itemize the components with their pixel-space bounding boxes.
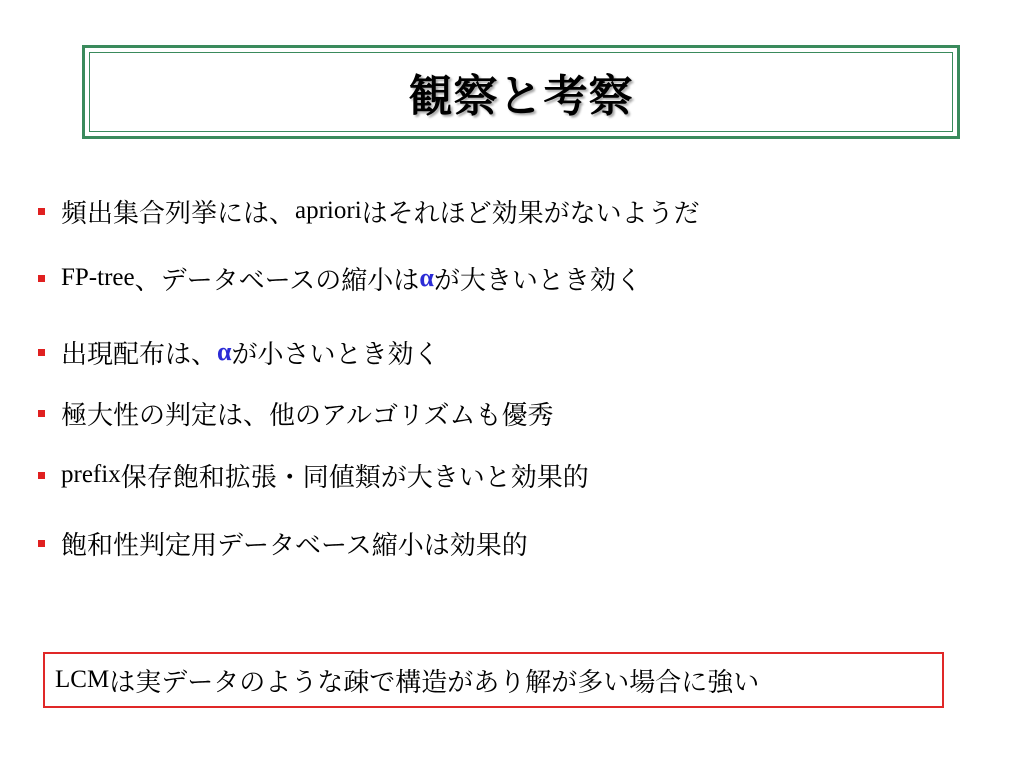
bullet-text: はそれほど効果がないようだ [361,198,700,229]
conclusion-box [43,652,944,708]
bullet-latin-term: FP-tree [61,264,135,291]
bullet-marker-icon [38,275,45,282]
bullet-text: 頻出集合列挙には、 [61,198,296,229]
title-inner-frame [89,52,953,132]
bullet-text: 、データベースの縮小は [134,265,420,296]
bullet-marker-icon [38,472,45,479]
alpha-symbol: α [419,263,434,292]
bullet-text: が大きいとき効く [433,265,642,296]
bullet-marker-icon [38,208,45,215]
bullet-marker-icon [38,540,45,547]
bullet-text: 出現配布は、 [61,339,218,370]
bullet-item-apriori [38,191,700,231]
conclusion-latin-term: LCM [55,666,110,693]
bullet-marker-icon [38,410,45,417]
slide-title: 観察と考察 [408,71,634,122]
bullet-item-prefix-preserving [38,455,589,495]
bullet-text: 保存飽和拡張・同値類が大きいと効果的 [120,462,589,493]
bullet-text: 飽和性判定用データベース縮小は効果的 [61,530,528,561]
bullet-item-fp-tree [38,258,642,298]
bullet-latin-term: apriori [295,197,362,224]
conclusion-text: は実データのような疎で構造があり解が多い場合に強い [109,667,760,698]
bullet-marker-icon [38,349,45,356]
bullet-latin-term: prefix [61,461,121,488]
bullet-item-closedness-reduction [38,523,528,563]
bullet-item-occurrence-deliver [38,332,440,372]
bullet-item-maximality-check [38,393,553,433]
alpha-symbol: α [217,337,232,366]
bullet-text: が小さいとき効く [231,339,440,370]
bullet-text: 極大性の判定は、他のアルゴリズムも優秀 [61,400,554,431]
title-frame [82,45,960,139]
